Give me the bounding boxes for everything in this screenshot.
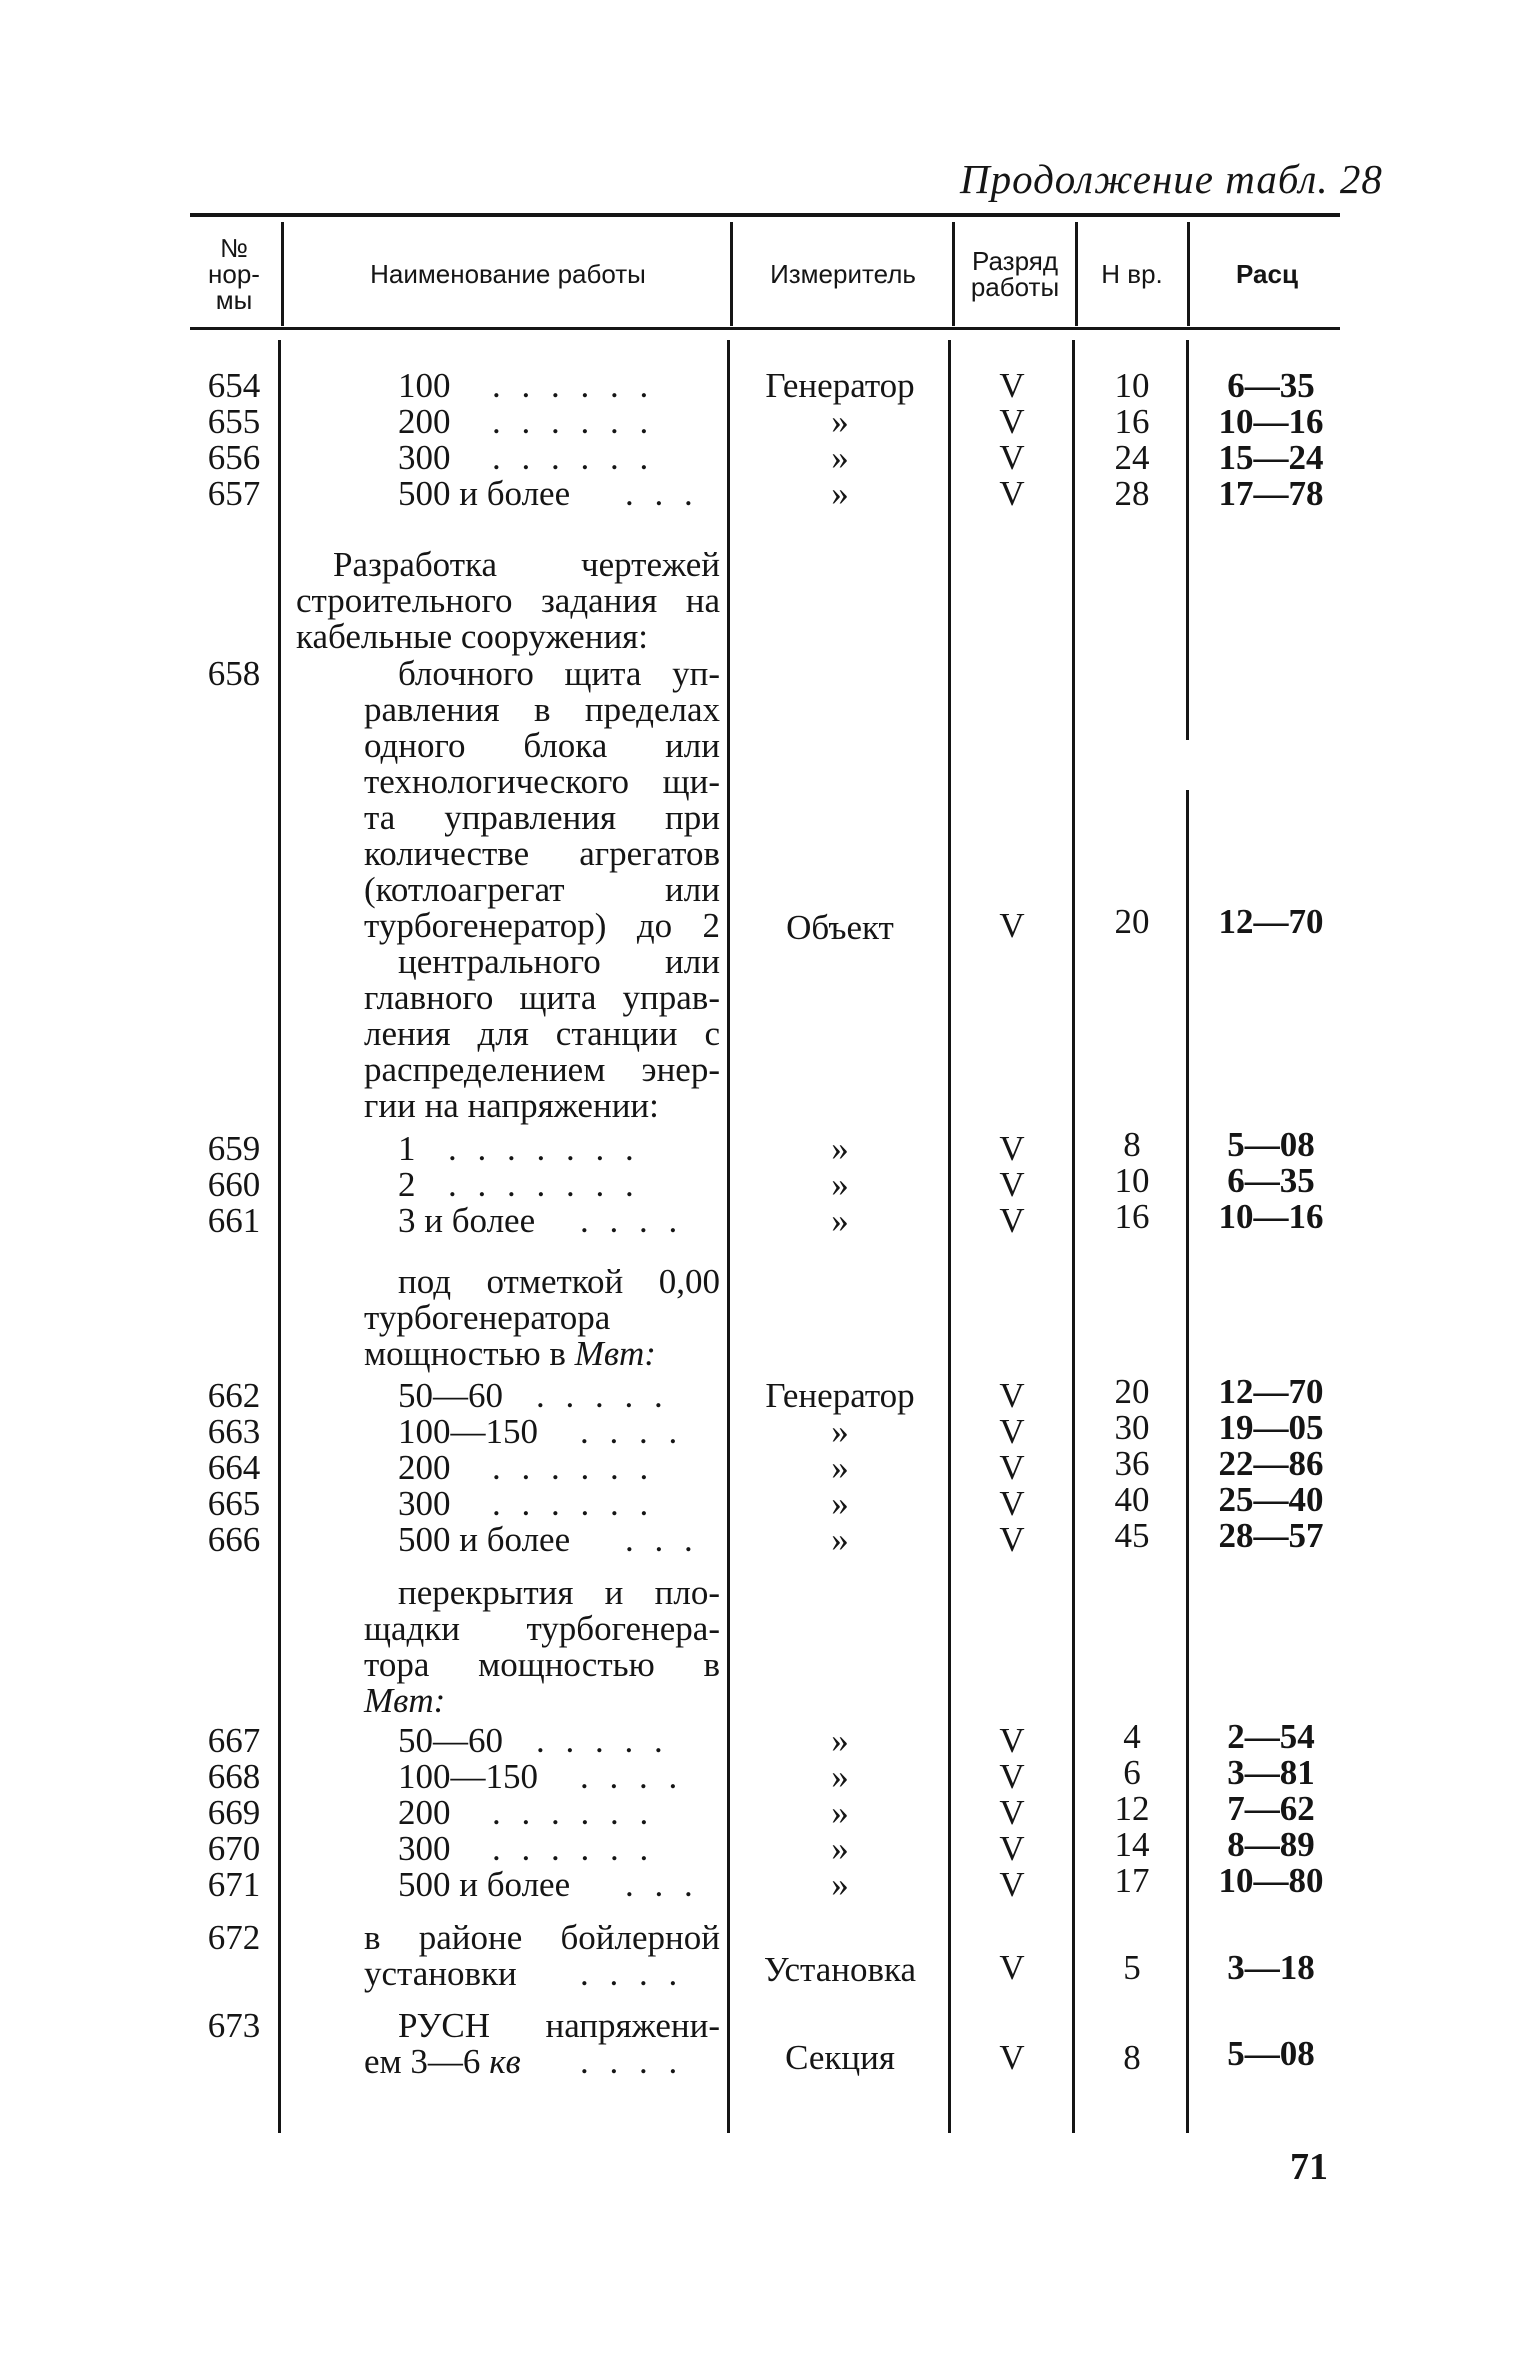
row-time-norm: 24 [1114, 438, 1150, 477]
header-measure: Измеритель [770, 259, 916, 289]
block-line: технологического щи- [364, 762, 720, 801]
row-rate: 6—35 [1227, 366, 1315, 405]
row-name: 1 [398, 1129, 416, 1168]
leader-dots: . . . . [580, 1201, 684, 1240]
row-measure: » [831, 438, 849, 477]
row-name: 200 [398, 1793, 451, 1832]
ceiling-unit: Мвт: [364, 1681, 446, 1720]
leader-dots: . . . . [580, 2042, 684, 2081]
row-grade: V [999, 402, 1025, 441]
row-number: 667 [207, 1721, 261, 1760]
row-measure: » [831, 1721, 849, 1760]
body-divider-4 [1072, 340, 1075, 2133]
row-measure: Установка [763, 1950, 917, 1989]
row-rate: 15—24 [1218, 438, 1324, 477]
header-rate: Расц [1236, 259, 1298, 289]
row-name: 200 [398, 1448, 451, 1487]
central-line: главного щита управ- [364, 978, 720, 1017]
row-658-measure: Объект [786, 908, 894, 947]
row-grade: V [999, 1865, 1025, 1904]
row-name: 300 [398, 1484, 451, 1523]
header-divider-1 [281, 222, 284, 326]
row-rate: 19—05 [1218, 1408, 1324, 1447]
row-time-norm: 36 [1114, 1444, 1150, 1483]
row-time-norm: 6 [1123, 1753, 1141, 1792]
header-num [190, 224, 278, 324]
row-measure: » [831, 1448, 849, 1487]
body-divider-5 [1186, 340, 1189, 740]
block-line: равления в пределах [364, 690, 720, 729]
row-grade: V [999, 1520, 1025, 1559]
intro-line: кабельные сооружения: [296, 617, 648, 656]
row-name: 100—150 [398, 1412, 538, 1451]
leader-dots: . . . . . . [492, 402, 655, 441]
body-divider-5b [1186, 790, 1189, 2133]
row-name: 500 и более [398, 474, 571, 513]
row-number: 664 [207, 1448, 261, 1487]
leader-dots: . . . . [580, 1954, 684, 1993]
ceiling-line: тора мощностью в [364, 1645, 720, 1684]
header-divider-5 [1187, 222, 1190, 326]
row-measure: » [831, 1865, 849, 1904]
block-line: одного блока или [364, 726, 720, 765]
under-unit: Мвт: [574, 1334, 656, 1373]
row-rate: 3—18 [1227, 1948, 1315, 1987]
row-number: 654 [207, 366, 261, 405]
row-number: 670 [207, 1829, 261, 1868]
leader-dots: . . . [625, 474, 699, 513]
row-number: 655 [207, 402, 261, 441]
row-rate: 5—08 [1227, 1125, 1315, 1164]
row-658-grade: V [999, 906, 1025, 945]
row-measure: » [831, 1129, 849, 1168]
row-number: 658 [207, 654, 261, 693]
row-number: 668 [207, 1757, 261, 1796]
row-number: 659 [207, 1129, 261, 1168]
block-line: количестве агрегатов [364, 834, 720, 873]
row-grade: V [999, 1165, 1025, 1204]
boiler-line: установки [364, 1954, 517, 1993]
header-bottom-rule [190, 327, 1340, 330]
intro-line: Разработка чертежей [333, 545, 720, 584]
row-658-time-norm: 20 [1114, 902, 1150, 941]
row-name: 50—60 [398, 1376, 503, 1415]
row-time-norm: 10 [1114, 366, 1150, 405]
row-number: 657 [207, 474, 261, 513]
header-grade-line-1: Разряд [972, 246, 1058, 276]
rusn-line: РУСН напряжени- [398, 2006, 720, 2045]
row-number: 666 [207, 1520, 261, 1559]
row-grade: V [999, 1793, 1025, 1832]
row-name: 200 [398, 402, 451, 441]
boiler-line: в районе бойлерной [364, 1918, 720, 1957]
row-grade: V [999, 1201, 1025, 1240]
table-caption: Продолжение табл. 28 [960, 156, 1383, 202]
row-grade: V [999, 1484, 1025, 1523]
leader-dots: . . . . . [536, 1721, 669, 1760]
leader-dots: . . . . . . [492, 1793, 655, 1832]
header-divider-4 [1075, 222, 1078, 326]
leader-dots: . . . . . . . [448, 1129, 640, 1168]
row-time-norm: 14 [1114, 1825, 1150, 1864]
header-name: Наименование работы [370, 259, 646, 289]
leader-dots: . . . . . . [492, 1484, 655, 1523]
row-time-norm: 30 [1114, 1408, 1150, 1447]
header-divider-3 [952, 222, 955, 326]
leader-dots: . . . [625, 1520, 699, 1559]
row-rate: 8—89 [1227, 1825, 1315, 1864]
row-rate: 6—35 [1227, 1161, 1315, 1200]
header-grade [958, 224, 1072, 324]
central-line: распределением энер- [364, 1050, 720, 1089]
leader-dots: . . . . [580, 1757, 684, 1796]
row-time-norm: 12 [1114, 1789, 1150, 1828]
row-name: 300 [398, 1829, 451, 1868]
row-measure: » [831, 1201, 849, 1240]
rusn-line [364, 2044, 521, 2080]
row-grade: V [999, 1948, 1025, 1987]
row-rate: 17—78 [1218, 474, 1324, 513]
row-time-norm: 8 [1123, 1125, 1141, 1164]
block-line: (котлоагрегат или [364, 870, 720, 909]
row-rate: 12—70 [1218, 1372, 1324, 1411]
row-measure: » [831, 1484, 849, 1523]
row-name: 500 и более [398, 1520, 571, 1559]
row-name: 100 [398, 366, 451, 405]
row-number: 669 [207, 1793, 261, 1832]
leader-dots: . . . . . . [492, 366, 655, 405]
row-number: 671 [207, 1865, 261, 1904]
row-measure: » [831, 1829, 849, 1868]
row-grade: V [999, 438, 1025, 477]
ceiling-line: перекрытия и пло- [398, 1573, 720, 1612]
row-measure: » [831, 1757, 849, 1796]
leader-dots: . . . . . . [492, 1829, 655, 1868]
row-grade: V [999, 1412, 1025, 1451]
row-grade: V [999, 474, 1025, 513]
body-divider-3 [948, 340, 951, 2133]
row-rate: 22—86 [1218, 1444, 1324, 1483]
row-name: 300 [398, 438, 451, 477]
header-num-line-3: мы [215, 285, 253, 315]
block-line: турбогенератор) до 2 [364, 906, 720, 945]
leader-dots: . . . . . . [492, 438, 655, 477]
block-line: та управления при [364, 798, 720, 837]
row-time-norm: 5 [1123, 1948, 1141, 1987]
row-time-norm: 16 [1114, 1197, 1150, 1236]
row-time-norm: 45 [1114, 1516, 1150, 1555]
row-number: 673 [207, 2006, 261, 2045]
row-rate: 10—80 [1218, 1861, 1324, 1900]
row-rate: 28—57 [1218, 1516, 1324, 1555]
body-divider-1 [278, 340, 281, 2133]
row-number: 662 [207, 1376, 261, 1415]
row-number: 660 [207, 1165, 261, 1204]
leader-dots: . . . . . [536, 1376, 669, 1415]
row-number: 661 [207, 1201, 261, 1240]
rusn-unit: кв [489, 2042, 521, 2081]
central-line: гии на напряжении: [364, 1086, 659, 1125]
block-line: блочного щита уп- [398, 654, 720, 693]
rusn-text: ем 3—6 [364, 2042, 481, 2081]
header-num-line-1: № [220, 233, 248, 263]
row-time-norm: 20 [1114, 1372, 1150, 1411]
row-name: 2 [398, 1165, 416, 1204]
row-rate: 7—62 [1227, 1789, 1315, 1828]
row-measure: » [831, 1165, 849, 1204]
row-rate: 25—40 [1218, 1480, 1324, 1519]
row-number: 663 [207, 1412, 261, 1451]
row-number: 656 [207, 438, 261, 477]
row-measure: Генератор [765, 1376, 915, 1415]
body-divider-2 [727, 340, 730, 2133]
header-grade-line-2: работы [970, 272, 1060, 302]
row-grade: V [999, 1757, 1025, 1796]
header-num-line-2: нор- [208, 259, 260, 289]
header-top-rule [190, 213, 1340, 217]
header-divider-2 [730, 222, 733, 326]
row-rate: 3—81 [1227, 1753, 1315, 1792]
row-measure: » [831, 1793, 849, 1832]
ceiling-line: щадки турбогенера- [364, 1609, 720, 1648]
row-grade: V [999, 1129, 1025, 1168]
row-measure: Секция [785, 2038, 895, 2077]
leader-dots: . . . [625, 1865, 699, 1904]
row-rate: 10—16 [1218, 1197, 1324, 1236]
central-line: центрального или [398, 942, 720, 981]
central-line: ления для станции с [364, 1014, 720, 1053]
row-rate: 10—16 [1218, 402, 1324, 441]
under-line: турбогенератора [364, 1298, 611, 1337]
row-name: 500 и более [398, 1865, 571, 1904]
row-name: 3 и более [398, 1201, 536, 1240]
leader-dots: . . . . . . [492, 1448, 655, 1487]
row-measure: » [831, 474, 849, 513]
row-rate: 2—54 [1227, 1717, 1315, 1756]
row-grade: V [999, 1376, 1025, 1415]
row-measure: » [831, 1520, 849, 1559]
leader-dots: . . . . [580, 1412, 684, 1451]
page-number: 71 [1290, 2146, 1328, 2188]
row-measure: Генератор [765, 366, 915, 405]
row-measure: » [831, 402, 849, 441]
row-grade: V [999, 2038, 1025, 2077]
row-time-norm: 8 [1123, 2038, 1141, 2077]
row-time-norm: 4 [1123, 1717, 1141, 1756]
row-time-norm: 40 [1114, 1480, 1150, 1519]
row-number: 665 [207, 1484, 261, 1523]
under-line: под отметкой 0,00 [398, 1262, 720, 1301]
row-grade: V [999, 366, 1025, 405]
row-time-norm: 10 [1114, 1161, 1150, 1200]
row-grade: V [999, 1448, 1025, 1487]
row-rate: 5—08 [1227, 2034, 1315, 2073]
row-grade: V [999, 1829, 1025, 1868]
under-line [364, 1336, 656, 1372]
row-time-norm: 16 [1114, 402, 1150, 441]
under-text: мощностью в [364, 1334, 566, 1373]
row-658-rate: 12—70 [1218, 902, 1324, 941]
row-time-norm: 28 [1114, 474, 1150, 513]
row-measure: » [831, 1412, 849, 1451]
row-grade: V [999, 1721, 1025, 1760]
leader-dots: . . . . . . . [448, 1165, 640, 1204]
row-name: 50—60 [398, 1721, 503, 1760]
row-name: 100—150 [398, 1757, 538, 1796]
intro-line: строительного задания на [296, 581, 720, 620]
row-time-norm: 17 [1114, 1861, 1150, 1900]
header-time-norm: Н вр. [1101, 259, 1163, 289]
row-number: 672 [207, 1918, 261, 1957]
